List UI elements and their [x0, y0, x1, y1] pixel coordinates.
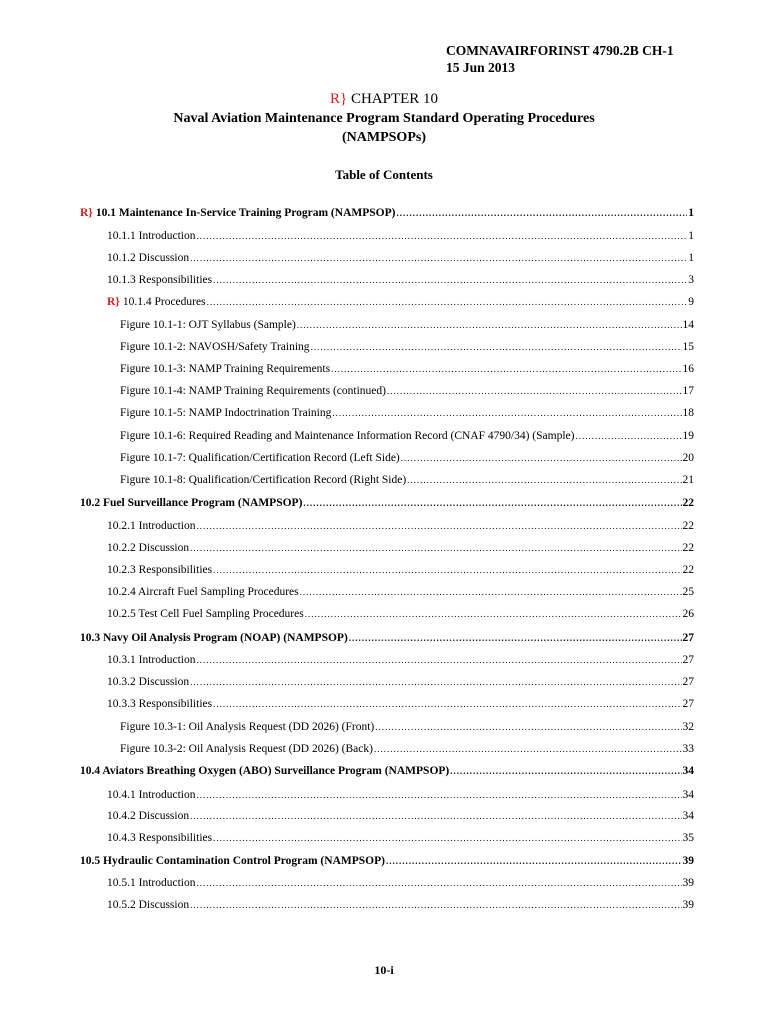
toc-page-number: 34 — [682, 789, 694, 801]
toc-page-number: 16 — [682, 363, 694, 375]
dot-leader — [374, 741, 682, 757]
toc-page-number: 20 — [682, 452, 694, 464]
toc-figure-entry[interactable] — [120, 428, 694, 444]
dot-leader — [297, 317, 682, 333]
toc-page-number: 22 — [682, 564, 694, 576]
revision-marker: R} — [107, 296, 120, 308]
dot-leader — [213, 696, 681, 712]
toc-entry-label — [107, 808, 189, 824]
toc-entry-label — [120, 339, 310, 355]
toc-entry-text: 10.3.3 Responsibilities — [107, 698, 213, 710]
toc-entry-text: Figure 10.3-1: Oil Analysis Request (DD 2026) (Front) — [120, 721, 375, 733]
toc-subsection-entry[interactable] — [107, 518, 694, 534]
toc-section-entry[interactable] — [80, 763, 694, 779]
toc-subsection-entry[interactable] — [107, 562, 694, 578]
toc-entry-label — [107, 787, 195, 803]
toc-subsection-entry[interactable] — [107, 606, 694, 622]
dot-leader — [387, 383, 682, 399]
chapter-label: CHAPTER 10 — [350, 91, 439, 107]
dot-leader — [407, 472, 681, 488]
toc-entry-text: Figure 10.1-2: NAVOSH/Safety Training — [120, 341, 310, 353]
toc-page-number: 39 — [682, 877, 694, 889]
toc-entry-text: Figure 10.1-3: NAMP Training Requirements — [120, 363, 331, 375]
toc-page-number: 1 — [688, 207, 694, 219]
toc-entry-label — [107, 897, 189, 913]
toc-figure-entry[interactable] — [120, 383, 694, 399]
toc-page-number: 33 — [682, 743, 694, 755]
toc-entry-text: Figure 10.1-1: OJT Syllabus (Sample) — [120, 319, 296, 331]
toc-subsection-entry[interactable] — [107, 830, 694, 846]
toc-entry-label — [120, 405, 331, 421]
toc-entry-label — [107, 562, 212, 578]
toc-entry-text: 10.2.4 Aircraft Fuel Sampling Procedures — [107, 586, 299, 598]
toc-entry-text: 10.2 Fuel Surveillance Program (NAMPSOP) — [80, 497, 303, 509]
toc-subsection-entry[interactable] — [107, 652, 694, 668]
toc-entry-label — [120, 383, 386, 399]
toc-page-number: 39 — [682, 899, 694, 911]
toc-subsection-entry[interactable] — [107, 228, 694, 244]
toc-figure-entry[interactable] — [120, 361, 694, 377]
toc-entry-text: 10.4.2 Discussion — [107, 810, 190, 822]
chapter-heading — [0, 90, 768, 108]
toc-page-number: 21 — [682, 474, 694, 486]
toc-subsection-entry[interactable] — [107, 787, 694, 803]
toc-entry-label — [80, 763, 449, 779]
toc-entry-label — [120, 472, 406, 488]
toc-entry-text: 10.3.2 Discussion — [107, 676, 190, 688]
toc-entry-label — [120, 450, 400, 466]
toc-page-number: 39 — [682, 855, 694, 867]
toc-subsection-entry[interactable] — [107, 897, 694, 913]
chapter-title-line1: Naval Aviation Maintenance Program Standard Operating Procedures — [173, 111, 595, 126]
dot-leader — [311, 339, 682, 355]
toc-entry-text: 10.2.5 Test Cell Fuel Sampling Procedures — [107, 608, 304, 620]
toc-entry-text: 10.4.1 Introduction — [107, 789, 196, 801]
toc-entry-label — [107, 606, 304, 622]
dot-leader — [386, 853, 682, 869]
dot-leader — [213, 830, 681, 846]
toc-entry-label — [120, 741, 373, 757]
toc-section-entry[interactable] — [80, 495, 694, 511]
toc-page-number: 27 — [682, 632, 694, 644]
dot-leader — [349, 630, 682, 646]
toc-entry-label — [107, 674, 189, 690]
toc-subsection-entry[interactable] — [107, 584, 694, 600]
toc-figure-entry[interactable] — [120, 450, 694, 466]
toc-entry-text: 10.1.3 Responsibilities — [107, 274, 213, 286]
toc-entry-text: Figure 10.3-2: Oil Analysis Request (DD 2026) (Back) — [120, 743, 373, 755]
toc-entry-label — [120, 317, 296, 333]
dot-leader — [450, 763, 681, 779]
toc-page-number: 17 — [682, 385, 694, 397]
dot-leader — [196, 518, 681, 534]
toc-entry-label — [107, 294, 206, 310]
toc-page-number: 32 — [682, 721, 694, 733]
toc-entry-text: Figure 10.1-7: Qualification/Certification Record (Left Side) — [120, 452, 400, 464]
dot-leader — [190, 540, 681, 556]
toc-entry-text: 10.5.1 Introduction — [107, 877, 196, 889]
toc-entry-text: 10.1.2 Discussion — [107, 252, 190, 264]
toc-entry-label — [107, 875, 195, 891]
toc-entry-text: Figure 10.1-8: Qualification/Certification Record (Right Side) — [120, 474, 407, 486]
toc-entry-text: 10.2.1 Introduction — [107, 520, 196, 532]
revision-marker: R} — [80, 207, 93, 219]
dot-leader — [331, 361, 681, 377]
toc-entry-label — [107, 696, 212, 712]
toc-entry-text: Figure 10.1-5: NAMP Indoctrination Training — [120, 407, 332, 419]
dot-leader — [190, 674, 681, 690]
toc-entry-label — [107, 540, 189, 556]
toc-entry-label — [80, 205, 395, 221]
toc-entry-label — [80, 630, 348, 646]
toc-entry-text: 10.1.1 Introduction — [107, 230, 196, 242]
toc-page-number: 9 — [688, 296, 694, 308]
dot-leader — [396, 205, 687, 221]
dot-leader — [213, 562, 681, 578]
toc-page-number: 35 — [682, 832, 694, 844]
toc-figure-entry[interactable] — [120, 719, 694, 735]
toc-subsection-entry[interactable] — [107, 294, 694, 310]
dot-leader — [305, 606, 682, 622]
toc-page-number: 34 — [682, 810, 694, 822]
toc-entry-text: 10.2.3 Responsibilities — [107, 564, 213, 576]
toc-page-number: 22 — [682, 497, 694, 509]
toc-entry-label — [107, 584, 299, 600]
toc-figure-entry[interactable] — [120, 405, 694, 421]
dot-leader — [190, 808, 681, 824]
toc-entry-text: 10.2.2 Discussion — [107, 542, 190, 554]
toc-subsection-entry[interactable] — [107, 808, 694, 824]
toc-entry-label — [107, 830, 212, 846]
toc-page-number: 19 — [682, 430, 694, 442]
toc-entry-label — [120, 361, 330, 377]
toc-entry-text: Figure 10.1-4: NAMP Training Requirements (continued) — [120, 385, 386, 397]
toc-entry-text: 10.5.2 Discussion — [107, 899, 190, 911]
toc-section-entry[interactable] — [80, 205, 694, 221]
document-header — [446, 42, 674, 76]
dot-leader — [303, 495, 681, 511]
toc-entry-text: 10.3 Navy Oil Analysis Program (NOAP) (NAMPSOP) — [80, 632, 348, 644]
toc-entry-text: 10.3.1 Introduction — [107, 654, 196, 666]
toc-section-entry[interactable] — [80, 630, 694, 646]
toc-entry-text: 10.1 Maintenance In-Service Training Program (NAMPSOP) — [95, 207, 396, 219]
toc-page-number: 34 — [682, 765, 694, 777]
toc-page-number: 25 — [682, 586, 694, 598]
toc-entry-text: 10.1.4 Procedures — [122, 296, 206, 308]
toc-subsection-entry[interactable] — [107, 674, 694, 690]
dot-leader — [196, 228, 687, 244]
dot-leader — [196, 875, 681, 891]
document-date: 15 Jun 2013 — [446, 60, 516, 75]
dot-leader — [196, 652, 681, 668]
dot-leader — [332, 405, 681, 421]
toc-page-number: 22 — [682, 542, 694, 554]
dot-leader — [375, 719, 681, 735]
toc-figure-entry[interactable] — [120, 317, 694, 333]
toc-entry-label — [107, 652, 195, 668]
toc-subsection-entry[interactable] — [107, 272, 694, 288]
page-footer: 10-i — [374, 963, 394, 977]
document-number: COMNAVAIRFORINST 4790.2B CH-1 — [446, 43, 674, 58]
toc-page-number: 15 — [682, 341, 694, 353]
dot-leader — [401, 450, 682, 466]
toc-entry-label — [107, 272, 212, 288]
toc-entry-label — [120, 719, 374, 735]
toc-subsection-entry[interactable] — [107, 875, 694, 891]
toc-entry-label — [80, 495, 302, 511]
toc-heading: Table of Contents — [335, 167, 433, 182]
toc-entry-label — [107, 250, 189, 266]
toc-entry-label — [107, 228, 195, 244]
toc-figure-entry[interactable] — [120, 472, 694, 488]
toc-page-number: 26 — [682, 608, 694, 620]
toc-page-number: 27 — [682, 698, 694, 710]
dot-leader — [190, 250, 687, 266]
dot-leader — [575, 428, 681, 444]
dot-leader — [196, 787, 681, 803]
toc-page-number: 1 — [688, 230, 694, 242]
toc-entry-text: 10.4 Aviators Breathing Oxygen (ABO) Surveillance Program (NAMPSOP) — [80, 765, 450, 777]
dot-leader — [213, 272, 687, 288]
dot-leader — [300, 584, 682, 600]
toc-subsection-entry[interactable] — [107, 540, 694, 556]
toc-entry-label — [120, 428, 574, 444]
toc-subsection-entry[interactable] — [107, 250, 694, 266]
toc-entry-label — [80, 853, 385, 869]
toc-entry-label — [107, 518, 195, 534]
toc-entry-text: 10.4.3 Responsibilities — [107, 832, 213, 844]
toc-page-number: 3 — [688, 274, 694, 286]
toc-page-number: 27 — [682, 654, 694, 666]
chapter-title-line2: (NAMPSOPs) — [342, 130, 426, 145]
chapter-title — [0, 109, 768, 147]
toc-page-number: 14 — [682, 319, 694, 331]
toc-page-number: 1 — [688, 252, 694, 264]
toc-page-number: 18 — [682, 407, 694, 419]
toc-entry-text: Figure 10.1-6: Required Reading and Maintenance Information Record (CNAF 4790/34) (Sample) — [120, 430, 575, 442]
toc-subsection-entry[interactable] — [107, 696, 694, 712]
toc-section-entry[interactable] — [80, 853, 694, 869]
toc-figure-entry[interactable] — [120, 339, 694, 355]
revision-marker: R} — [329, 91, 348, 107]
dot-leader — [190, 897, 681, 913]
toc-entry-text: 10.5 Hydraulic Contamination Control Program (NAMPSOP) — [80, 855, 385, 867]
toc-figure-entry[interactable] — [120, 741, 694, 757]
dot-leader — [207, 294, 688, 310]
toc-page-number: 27 — [682, 676, 694, 688]
toc-page-number: 22 — [682, 520, 694, 532]
